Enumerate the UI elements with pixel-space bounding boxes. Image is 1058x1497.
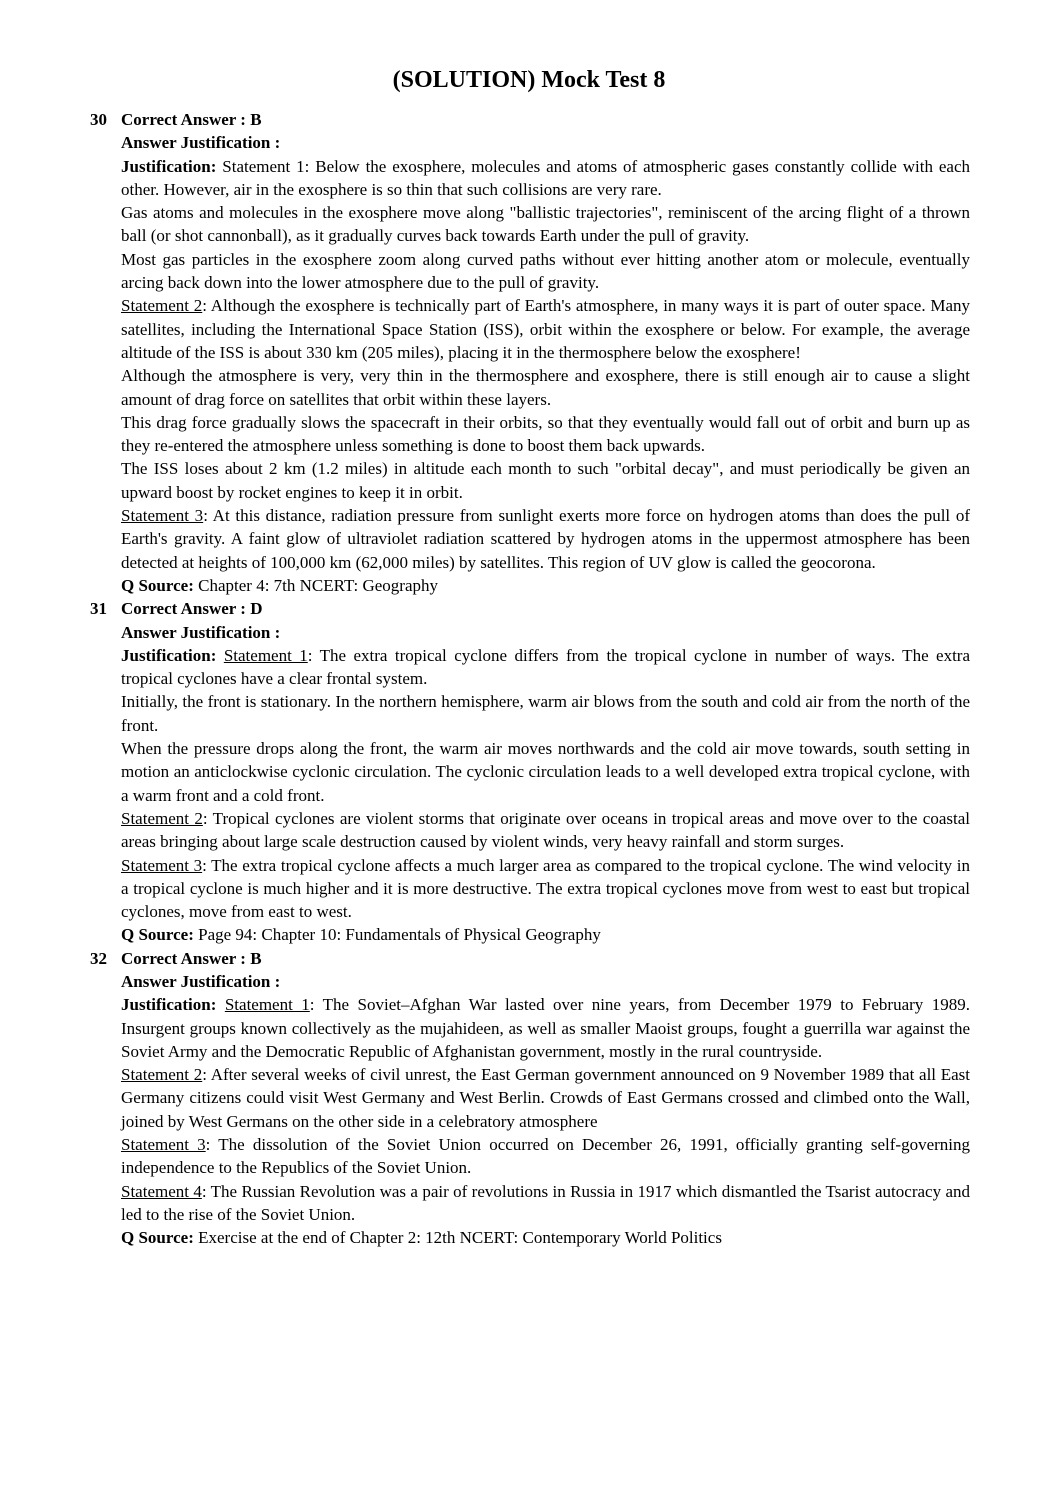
source-text: Chapter 4: 7th NCERT: Geography xyxy=(193,575,438,595)
justification-paragraph xyxy=(121,411,970,458)
source-text: Exercise at the end of Chapter 2: 12th NCERT: Contemporary World Politics xyxy=(193,1228,722,1248)
justification-label: Justification: xyxy=(121,645,217,665)
justification-paragraph xyxy=(121,457,970,504)
justification-paragraph xyxy=(121,854,970,924)
paragraph-text: The ISS loses about 2 km (1.2 miles) in altitude each month to such "orbital decay", and must periodically be given an upward boost by rocket engines to keep it in orbit. xyxy=(121,459,970,502)
paragraph-text: When the pressure drops along the front, the warm air moves northwards and the cold air move towards, south setting in motion an anticlockwise cyclonic circulation. The cyclonic circulation leads to a well developed extra tropical cyclone, with a warm front and a cold front. xyxy=(121,739,970,805)
paragraph-text: Statement 1: Below the exosphere, molecules and atoms of atmospheric gases constantly collide with each other. However, air in the exosphere is so thin that such collisions are very rare. xyxy=(121,156,970,199)
justification-paragraph xyxy=(121,1063,970,1133)
question-number: 31 xyxy=(90,599,107,619)
justification-paragraph xyxy=(121,993,970,1063)
justification-heading: Answer Justification : xyxy=(121,133,281,153)
spacer-text xyxy=(216,995,224,1014)
justification-paragraph xyxy=(121,364,970,411)
source-text: Page 94: Chapter 10: Fundamentals of Physical Geography xyxy=(193,925,601,945)
paragraph-text: : The Russian Revolution was a pair of revolutions in Russia in 1917 which dismantled the Tsarist autocracy and led to the rise of the Soviet Union. xyxy=(121,1181,970,1224)
statement-label: Statement 2 xyxy=(121,296,203,316)
paragraph-text: Most gas particles in the exosphere zoom along curved paths without ever hitting another atom or molecule, eventually arcing back down into the lower atmosphere due to the pull of gravity. xyxy=(121,249,970,293)
paragraph-text: : Although the exosphere is technically part of Earth's atmosphere, in many ways it is part of outer space. Many satellites, including the International Space Station (ISS), orbit within the exosphere or below. For example, the average altitude of the ISS is about 330 km (205 miles), placing it in the thermosphere below the exosphere! xyxy=(121,296,970,362)
paragraph-text: This drag force gradually slows the spacecraft in their orbits, so that they eventually would fall out of orbit and burn up as they re-entered the atmosphere unless something is done to boost them back upwards. xyxy=(121,412,970,456)
justification-paragraph xyxy=(121,504,970,574)
paragraph-text: : The dissolution of the Soviet Union occurred on December 26, 1991, officially granting self-governing independence to the Republics of the Soviet Union. xyxy=(121,1135,970,1178)
correct-answer: Correct Answer : B xyxy=(121,110,262,129)
paragraph-text: : The extra tropical cyclone affects a much larger area as compared to the tropical cyclone. The wind velocity in a tropical cyclone is much higher and it is more destructive. The extra tropical cyclones move from west to east but tropical cyclones, move from east to west. xyxy=(121,855,971,922)
statement-label: Statement 2 xyxy=(121,1065,203,1085)
justification-paragraph xyxy=(121,690,970,737)
question-32 xyxy=(88,947,970,1250)
justification-paragraph xyxy=(121,294,970,364)
statement-label: Statement 4 xyxy=(121,1181,202,1201)
question-source xyxy=(121,1226,970,1249)
paragraph-text: : The Soviet–Afghan War lasted over nine years, from December 1979 to February 1989. Insurgent groups known collectively as the mujahideen, as well as smaller Maoist groups, fought a guerrilla war against the Soviet Army and the Democratic Republic of Afghanistan government, mostly in the rural countryside. xyxy=(121,995,970,1061)
source-label: Q Source: xyxy=(121,575,194,595)
justification-heading: Answer Justification : xyxy=(121,971,281,991)
spacer-text xyxy=(216,646,223,665)
question-number: 30 xyxy=(90,110,107,129)
paragraph-text: Initially, the front is stationary. In the northern hemisphere, warm air blows from the south and cold air from the north of the front. xyxy=(121,692,970,735)
question-source xyxy=(121,923,970,946)
justification-paragraph xyxy=(121,1180,970,1227)
justification-paragraph xyxy=(121,155,970,202)
justification-paragraph xyxy=(121,644,970,691)
paragraph-text: Gas atoms and molecules in the exosphere move along "ballistic trajectories", reminiscent of the arcing flight of a thrown ball (or shot cannonball), as it gradually curves back towards Earth under the pull of gravity. xyxy=(121,203,970,246)
page-title: (SOLUTION) Mock Test 8 xyxy=(392,67,666,93)
justification-label: Justification: xyxy=(121,156,217,176)
justification-paragraph xyxy=(121,201,970,248)
paragraph-text: Although the atmosphere is very, very thin in the thermosphere and exosphere, there is still enough air to cause a slight amount of drag force on satellites that orbit within these layers. xyxy=(121,366,970,409)
statement-label: Statement 2 xyxy=(121,808,203,828)
justification-paragraph xyxy=(121,1133,970,1180)
statement-label: Statement 3 xyxy=(121,506,204,526)
statement-label: Statement 3 xyxy=(121,855,203,875)
justification-paragraph xyxy=(121,248,970,295)
question-source xyxy=(121,574,970,597)
question-30 xyxy=(88,108,970,597)
paragraph-text: : After several weeks of civil unrest, the East German government announced on 9 November 1989 that all East Germany citizens could visit West Germany and West Berlin. Crowds of East Germans crossed and climbed onto the Wall, joined by West Germans on the other side in a celebratory atmosphere xyxy=(121,1065,971,1131)
justification-paragraph xyxy=(121,807,970,854)
paragraph-text: : Tropical cyclones are violent storms that originate over oceans in tropical areas and move over to the coastal areas bringing about large scale destruction caused by violent winds, very heavy rainfall and storm surges. xyxy=(121,808,971,852)
question-number: 32 xyxy=(90,948,107,968)
justification-label: Justification: xyxy=(121,995,217,1015)
statement-label: Statement 1 xyxy=(224,995,310,1015)
paragraph-text: : The extra tropical cyclone differs from the tropical cyclone in number of ways. The extra tropical cyclones have a clear frontal system. xyxy=(121,645,971,689)
solutions-body xyxy=(88,108,970,1250)
question-31 xyxy=(88,597,970,946)
correct-answer: Correct Answer : D xyxy=(121,599,263,619)
paragraph-text: : At this distance, radiation pressure from sunlight exerts more force on hydrogen atoms than does the pull of Earth's gravity. A faint glow of ultraviolet radiation scattered by hydrogen atoms in the uppermost atmosphere has been detected at heights of 100,000 km (62,000 miles) by satellites. This region of UV glow is called the geocorona. xyxy=(121,506,971,572)
statement-label: Statement 3 xyxy=(121,1135,206,1155)
justification-heading: Answer Justification : xyxy=(121,622,281,642)
justification-paragraph xyxy=(121,737,970,807)
statement-label: Statement 1 xyxy=(223,645,308,665)
source-label: Q Source: xyxy=(121,1228,194,1248)
correct-answer: Correct Answer : B xyxy=(121,948,262,968)
source-label: Q Source: xyxy=(121,925,194,945)
